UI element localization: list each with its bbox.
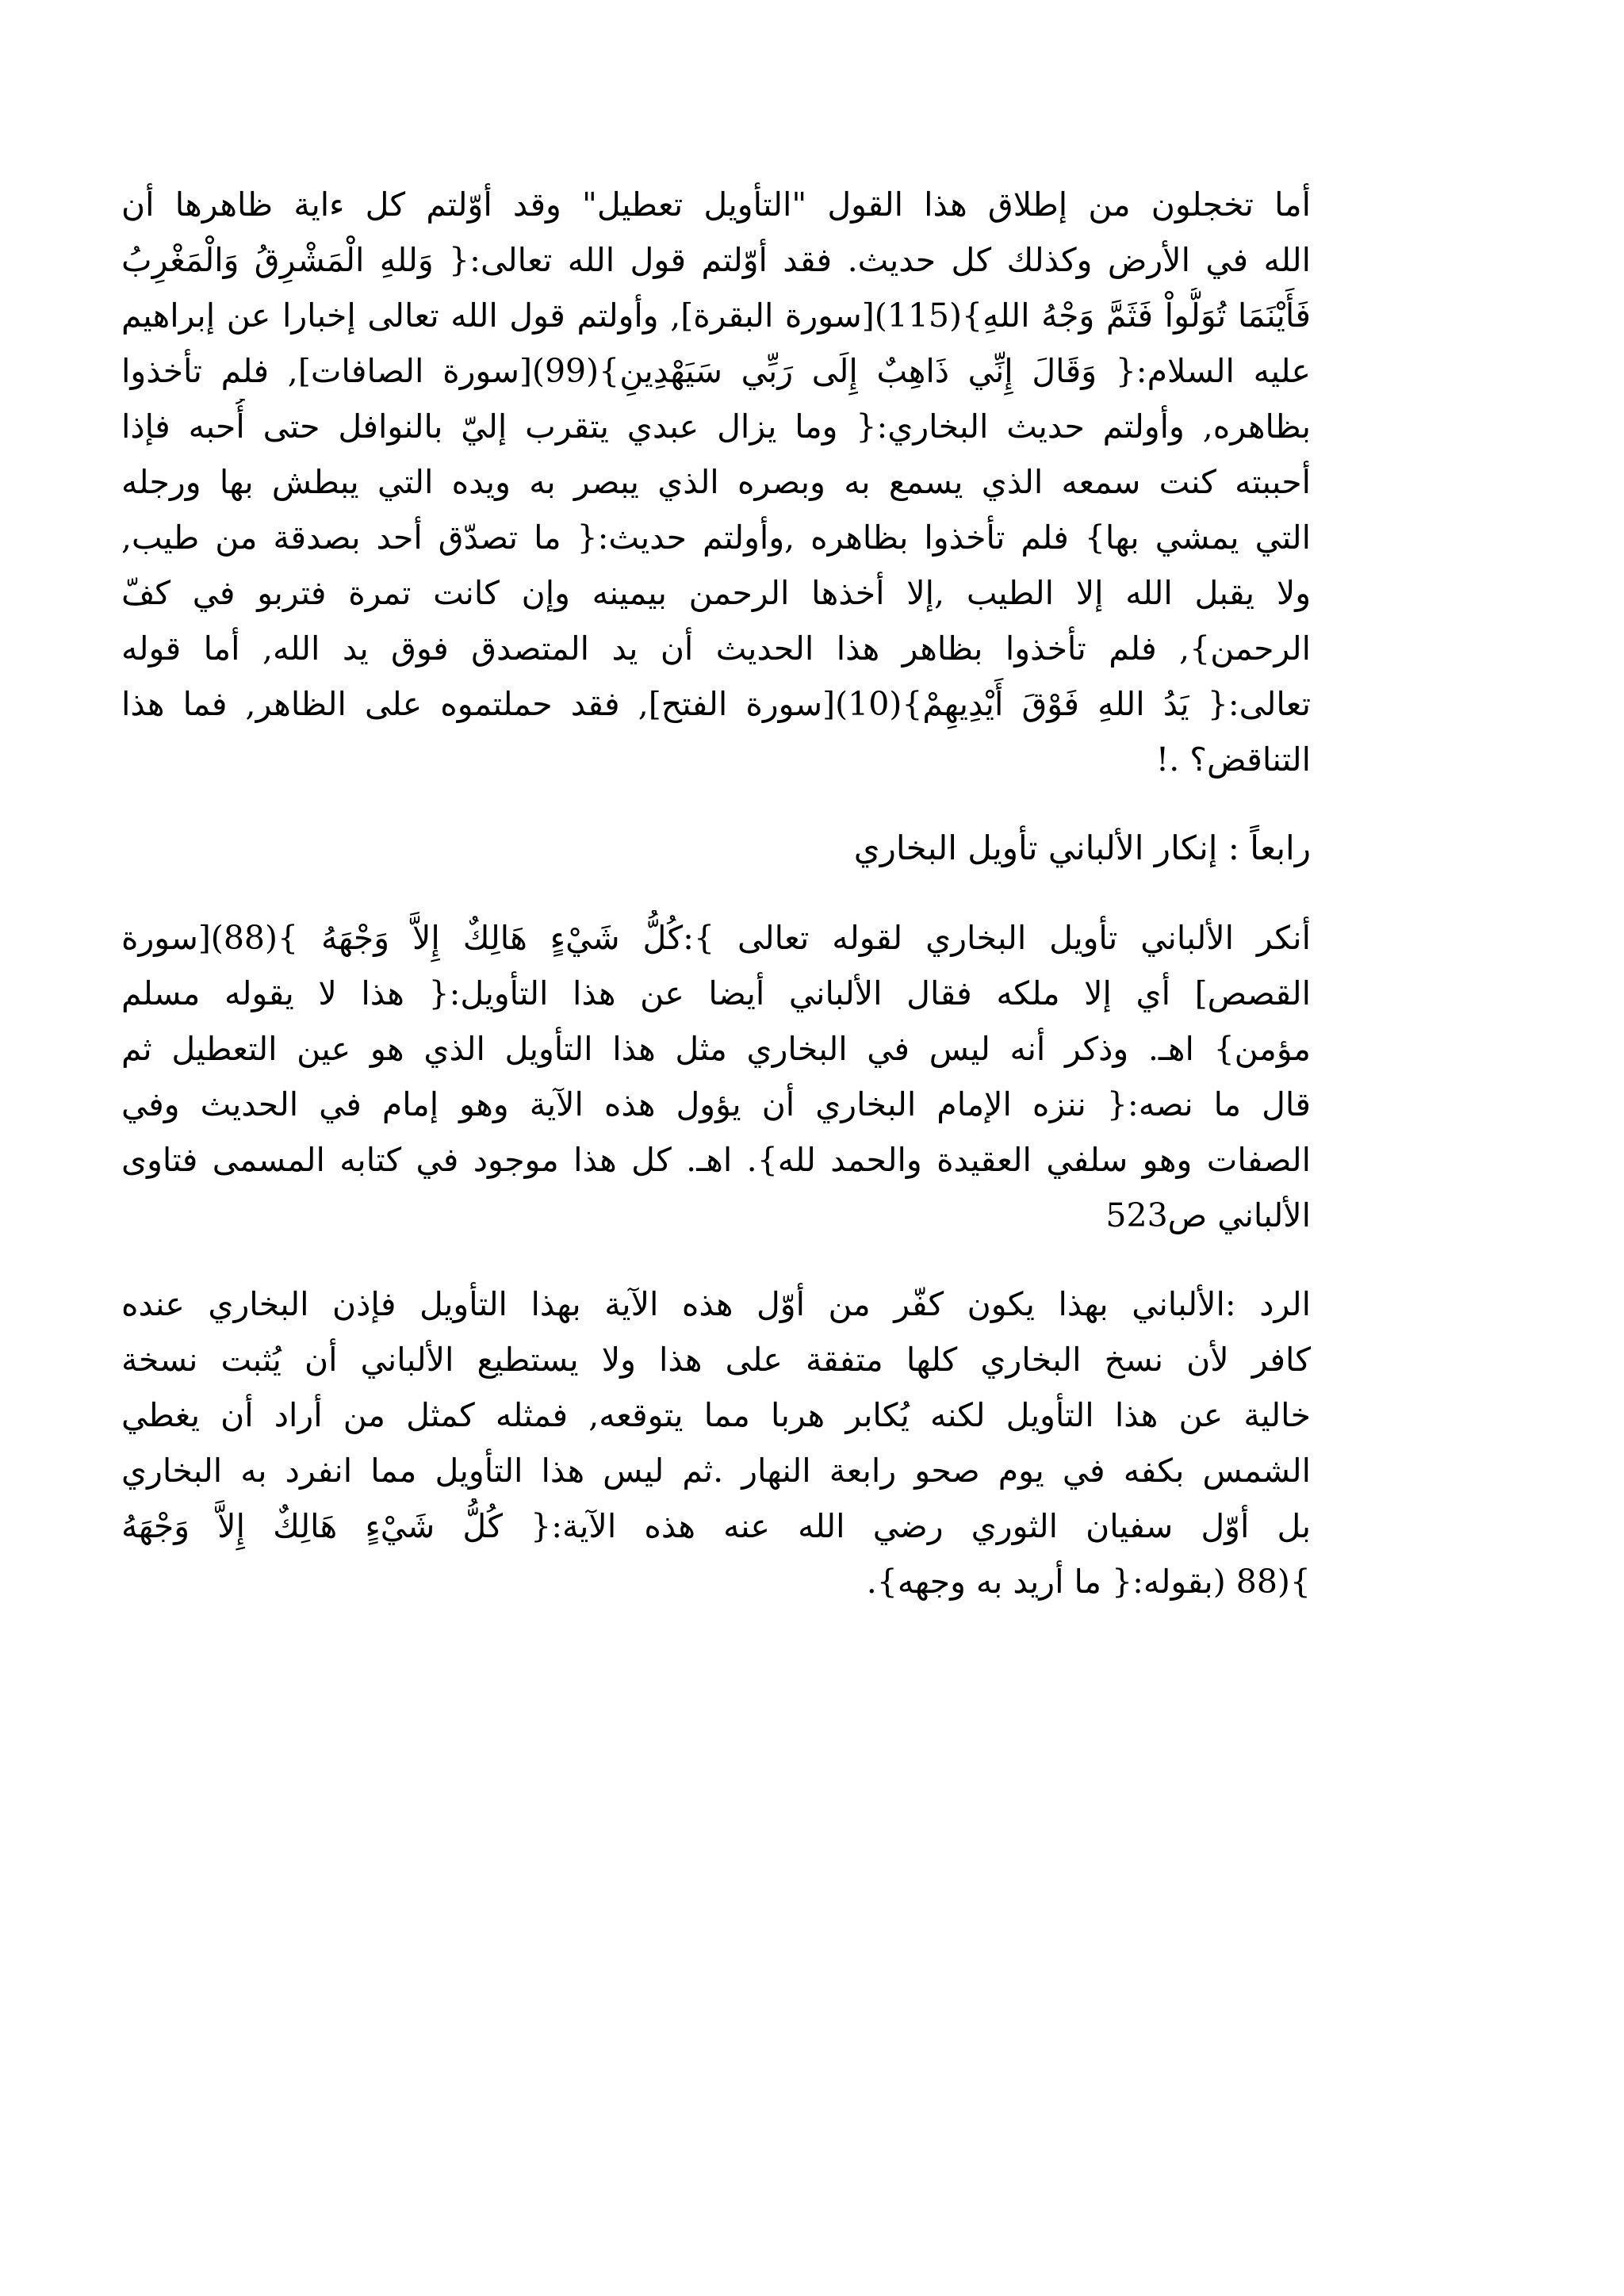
paragraph-3-line: كافر لأن نسخ البخاري كلها متفقة على هذا ولا يستطيع الألباني أن يُثبت نسخة [121,1341,1311,1379]
paragraph-1-line: عليه السلام:{ وَقَالَ إِنِّي ذَاهِبٌ إِلَى رَبِّي سَيَهْدِينِ}(99)[سورة الصافات], فلم تأخذوا [121,352,1311,390]
paragraph-2-line: مؤمن} اهـ. وذكر أنه ليس في البخاري مثل هذا التأويل الذي هو عين التعطيل ثم [121,1030,1311,1068]
paragraph-2-line: أنكر الألباني تأويل البخاري لقوله تعالى }:كُلُّ شَيْءٍ هَالِكٌ إِلاَّ وَجْهَهُ }(88)[سورة [121,919,1311,957]
paragraph-2-line: الألباني ص523 [1105,1196,1311,1234]
paragraph-1-line: أحببته كنت سمعه الذي يسمع به وبصره الذي يبصر به ويده التي يبطش بها ورجله [121,463,1311,501]
paragraph-3-line: الرد :الألباني بهذا يكون كفّر من أوّل هذه الآية بهذا التأويل فإذن البخاري عنده [121,1285,1311,1323]
paragraph-3-line: بل أوّل سفيان الثوري رضي الله عنه هذه الآية:{ كُلُّ شَيْءٍ هَالِكٌ إِلاَّ وَجْهَهُ [121,1507,1311,1545]
paragraph-1-line: التي يمشي بها} فلم تأخذوا بظاهره ,وأولتم حديث:{ ما تصدّق أحد بصدقة من طيب, [121,519,1311,557]
section-heading: رابعاً : إنكار الألباني تأويل البخاري [853,828,1311,867]
paragraph-2-line: الصفات وهو سلفي العقيدة والحمد لله}. اهـ. كل هذا موجود في كتابه المسمى فتاوى [121,1141,1311,1179]
paragraph-2-line: قال ما نصه:{ ننزه الإمام البخاري أن يؤول هذه الآية وهو إمام في الحديث وفي [121,1085,1311,1123]
paragraph-1-line: ولا يقبل الله إلا الطيب ,إلا أخذها الرحمن بيمينه وإن كانت تمرة فتربو في كفّ [121,574,1311,612]
paragraph-1-line: تعالى:{ يَدُ اللهِ فَوْقَ أَيْدِيهِمْ}(10)[سورة الفتح], فقد حملتموه على الظاهر, فما هذا [121,685,1311,723]
paragraph-2-line: القصص] أي إلا ملكه فقال الألباني أيضا عن هذا التأويل:{ هذا لا يقوله مسلم [121,974,1311,1012]
paragraph-1-line: التناقض؟ .! [1155,740,1311,779]
paragraph-3-line: الشمس بكفه في يوم صحو رابعة النهار .ثم ليس هذا التأويل مما انفرد به البخاري [121,1452,1311,1490]
paragraph-1-line: فَأَيْنَمَا تُوَلُّواْ فَثَمَّ وَجْهُ اللهِ}(115)[سورة البقرة], وأولتم قول الله تعالى إخبارا عن إبراهيم [121,297,1311,335]
paragraph-1-line: الرحمن}, فلم تأخذوا بظاهر هذا الحديث أن يد المتصدق فوق يد الله, أما قوله [121,629,1311,668]
paragraph-1-line: أما تخجلون من إطلاق هذا القول "التأويل تعطيل" وقد أوّلتم كل ءاية ظاهرها أن [121,186,1311,224]
paragraph-1-line: بظاهره, وأولتم حديث البخاري:{ وما يزال عبدي يتقرب إليّ بالنوافل حتى أُحبه فإذا [121,408,1311,446]
paragraph-3-line: خالية عن هذا التأويل لكنه يُكابر هربا مما يتوقعه, فمثله كمثل من أراد أن يغطي [121,1396,1311,1434]
paragraph-1-line: الله في الأرض وكذلك كل حديث. فقد أوّلتم قول الله تعالى:{ وَللهِ الْمَشْرِقُ وَالْمَغْرِبُ [121,241,1311,279]
paragraph-3-line: }(88 (بقوله:{ ما أريد به وجهه}. [866,1563,1311,1601]
